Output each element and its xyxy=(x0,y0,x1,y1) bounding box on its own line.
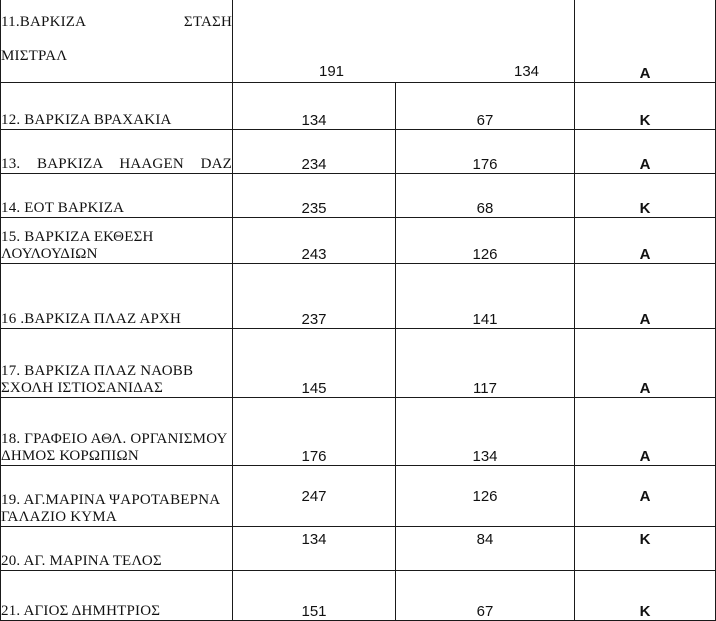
table-row xyxy=(1,329,716,398)
value1-cell: 247 xyxy=(233,466,396,527)
location-name-cell: 19. ΑΓ.ΜΑΡΙΝΑ ΨΑΡΟΤΑΒΕΡΝΑ ΓΑΛΑΖΙΟ ΚΥΜΑ xyxy=(1,466,233,527)
table-row xyxy=(1,174,716,218)
location-name-cell: 16 .ΒΑΡΚΙΖΑ ΠΛΑΖ ΑΡΧΗ xyxy=(1,264,233,329)
class-cell: Κ xyxy=(575,527,716,571)
class-cell: Κ xyxy=(575,571,716,621)
location-name-part: 11.ΒΑΡΚΙΖΑ xyxy=(1,14,87,30)
value2-cell: 141 xyxy=(396,264,575,329)
table-row xyxy=(1,218,716,264)
value1-cell: 234 xyxy=(233,130,396,174)
location-name-part: ΜΙΣΤΡΑΛ xyxy=(1,48,68,64)
value1-cell: 176 xyxy=(233,398,396,466)
value1-cell: 235 xyxy=(233,174,396,218)
table-row xyxy=(1,0,716,83)
location-name-cell: 20. ΑΓ. ΜΑΡΙΝΑ ΤΕΛΟΣ xyxy=(1,527,233,571)
class-cell: Α xyxy=(575,398,716,466)
value2-cell: 126 xyxy=(396,218,575,264)
value2-cell: 134 xyxy=(514,63,540,80)
location-name-cell: 13. ΒΑΡΚΙΖΑ HAAGEN DAZ xyxy=(1,130,233,174)
value1-cell: 191 xyxy=(319,63,345,80)
table-row xyxy=(1,571,716,621)
value2-cell: 84 xyxy=(396,527,575,571)
location-name-part: ΣΤΑΣΗ xyxy=(183,14,232,30)
value2-cell: 134 xyxy=(396,398,575,466)
table-row xyxy=(1,130,716,174)
table-row xyxy=(1,466,716,527)
value2-cell: 117 xyxy=(396,329,575,398)
class-cell: Κ xyxy=(575,174,716,218)
class-cell: Α xyxy=(575,218,716,264)
value2-cell: 68 xyxy=(396,174,575,218)
value2-cell: 126 xyxy=(396,466,575,527)
table-row xyxy=(1,398,716,466)
class-cell: Κ xyxy=(575,83,716,130)
location-name-cell: 21. ΑΓΙΟΣ ΔΗΜΗΤΡΙΟΣ xyxy=(1,571,233,621)
value2-cell: 176 xyxy=(396,130,575,174)
class-cell: Α xyxy=(575,0,716,83)
location-name-cell: 18. ΓΡΑΦΕΙΟ ΑΘΛ. ΟΡΓΑΝΙΣΜΟΥ ΔΗΜΟΣ ΚΟΡΩΠΙΩΝ xyxy=(1,398,233,466)
merged-value-cell xyxy=(233,0,575,83)
location-name-cell xyxy=(1,0,233,83)
location-name-cell: 15. ΒΑΡΚΙΖΑ ΕΚΘΕΣΗ ΛΟΥΛΟΥΔΙΩΝ xyxy=(1,218,233,264)
class-cell: Α xyxy=(575,264,716,329)
value1-cell: 237 xyxy=(233,264,396,329)
value1-cell: 134 xyxy=(233,527,396,571)
class-cell: Α xyxy=(575,130,716,174)
value1-cell: 134 xyxy=(233,83,396,130)
class-cell: Α xyxy=(575,329,716,398)
class-cell: Α xyxy=(575,466,716,527)
table-row xyxy=(1,527,716,571)
table-row xyxy=(1,264,716,329)
value1-cell: 243 xyxy=(233,218,396,264)
location-name-cell: 14. ΕΟΤ ΒΑΡΚΙΖΑ xyxy=(1,174,233,218)
location-name-cell: 17. ΒΑΡΚΙΖΑ ΠΛΑΖ ΝΑΟΒΒ ΣΧΟΛΗ ΙΣΤΙΟΣΑΝΙΔΑΣ xyxy=(1,329,233,398)
value2-cell: 67 xyxy=(396,571,575,621)
location-name-cell: 12. ΒΑΡΚΙΖΑ ΒΡΑΧΑΚΙΑ xyxy=(1,83,233,130)
value1-cell: 151 xyxy=(233,571,396,621)
value2-cell: 67 xyxy=(396,83,575,130)
table-row xyxy=(1,83,716,130)
value1-cell: 145 xyxy=(233,329,396,398)
